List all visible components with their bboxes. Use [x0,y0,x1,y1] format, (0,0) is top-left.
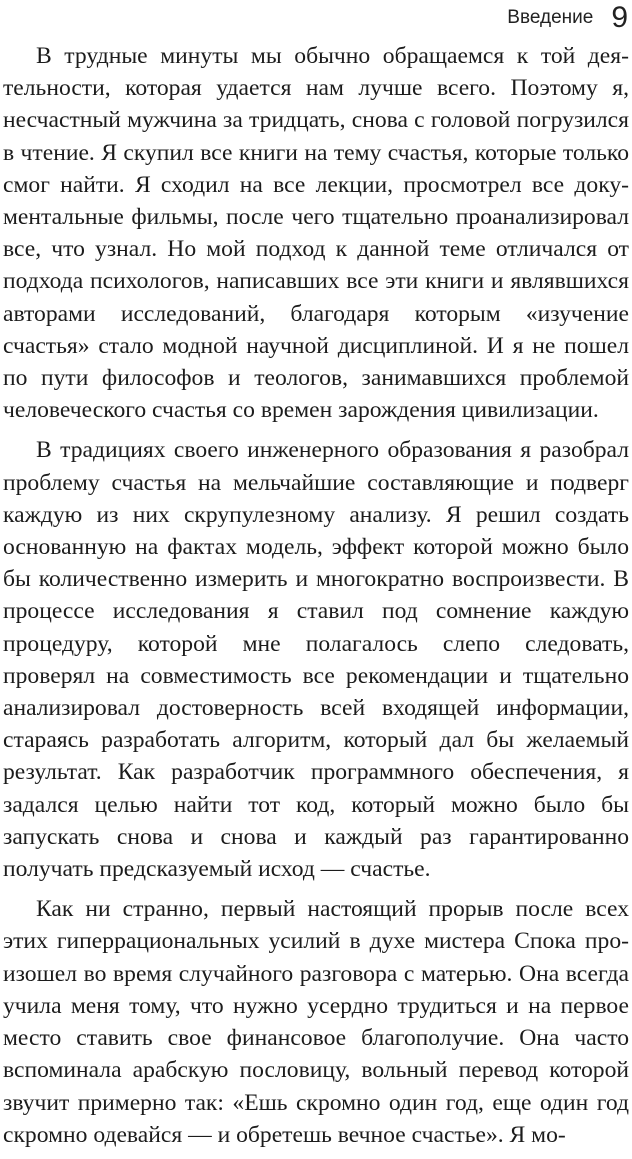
paragraph: Как ни странно, первый настоящий прорыв после всех этих гиперрациональных усилий в духе мистера Спока произошел во время случайного разговора с матерью. Она всегда учила меня тому, что нужно усердно трудиться и на первое место ставить свое финансовое благополучие. Она часто вспоминала арабскую пословицу, вольный перевод которой звучит примерно так: «Ешь скромно один год, еще один год скромно одевайся — и обретешь вечное счастье». Я мо- [3,896,629,1148]
running-head [507,0,628,34]
paragraph: В трудные минуты мы обычно обращаемся к той деятельности, которая удается нам лучше всего. Поэтому я, несчастный мужчина за тридцать, снова с головой погрузился в чтение. Я скупил все книги на тему счастья, которые только смог найти. Я сходил на все лекции, просмотрел все документальные фильмы, после чего тщательно проанализировал все, что узнал. Но мой подход к данной теме отличался от подхода психологов, написавших все эти книги и являвшихся авторами исследований, благодаря которым «изучение счастья» стало модной научной дисциплиной. И я не пошел по пути философов и теологов, занимавшихся проблемой человеческого счастья со времен зарождения цивилизации. [3,43,629,424]
section-title: Введение [507,7,594,28]
body-text [3,40,629,1159]
page-number: 9 [611,1,628,34]
paragraph: В традициях своего инженерного образования я разобрал проблему счастья на мельчайшие составляющие и подверг каждую из них скрупулезному анализу. Я решил создать основанную на фактах модель, эффект которой можно было бы количественно измерить и многократно воспроизвести. В процессе исследования я ставил под сомнение каждую процедуру, которой мне полагалось слепо следовать, проверял на совместимость все рекомендации и тщательно анализировал достоверность всей входящей информации, стараясь разработать алгоритм, который дал бы желаемый результат. Как разработчик программного обеспечения, я задался целью найти тот код, который можно было бы запускать снова и снова и каждый раз гарантированно получать предсказуемый исход — счастье. [3,437,629,883]
